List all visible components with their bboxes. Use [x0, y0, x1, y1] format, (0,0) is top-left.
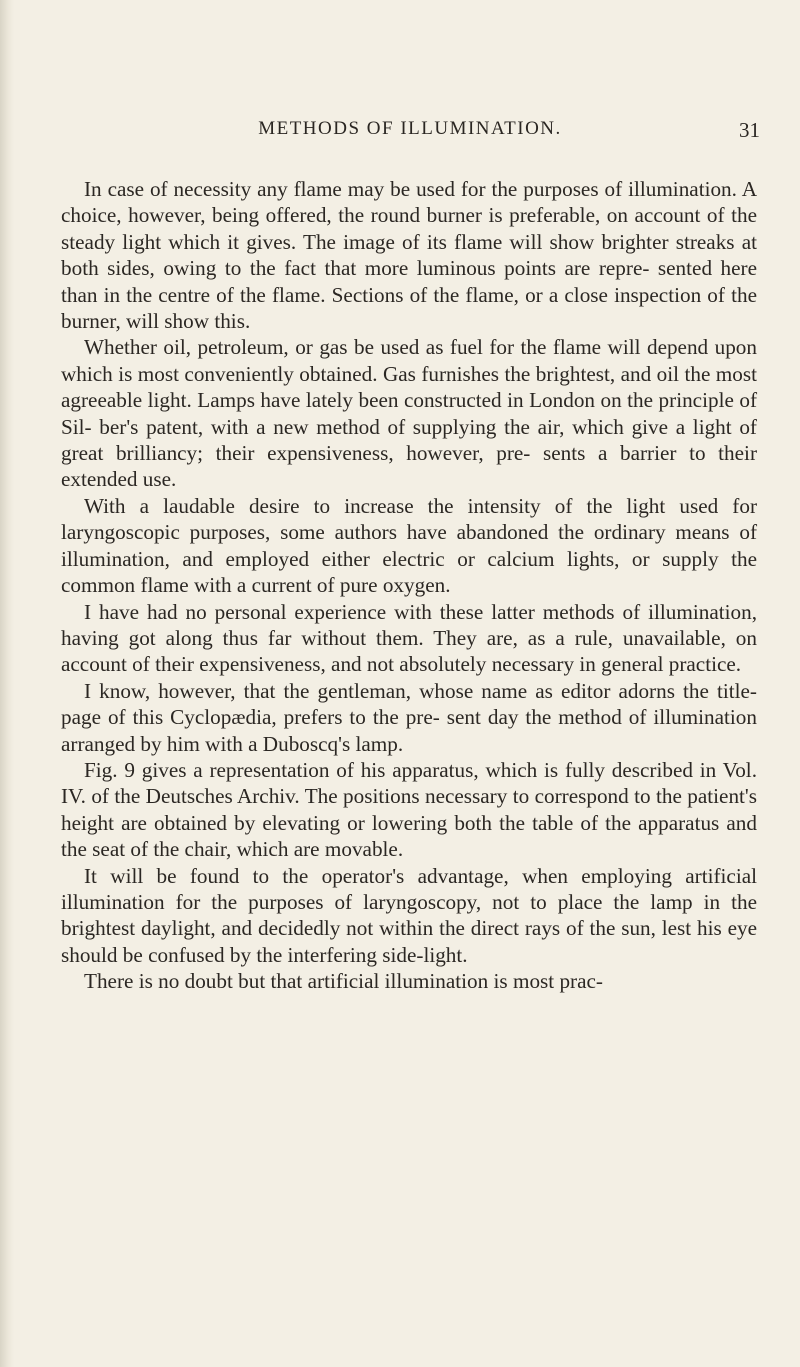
paragraph: With a laudable desire to increase the intensity of the light used for laryngoscopic purposes, some authors have abandoned the ordinary means of illumination, and employed either electric or calcium lights, or supply the common flame with a current of pure oxygen. — [61, 493, 757, 598]
running-title: METHODS OF ILLUMINATION. — [258, 118, 562, 139]
paragraph: Whether oil, petroleum, or gas be used as fuel for the flame will depend upon which is most conveniently obtained. Gas furnishes the brightest, and oil the most agreeable light. Lamps have lately been constructed in London on the principle of Sil- ber's patent, with a new method of supplying the air, which give a light of great brilliancy; their expensiveness, however, pre- sents a barrier to their extended use. — [61, 335, 757, 492]
page-number: 31 — [739, 118, 760, 142]
running-head — [60, 118, 760, 148]
paragraph: I know, however, that the gentleman, whose name as editor adorns the title-page of this Cyclopædia, prefers to the pre- sent day the method of illumination arranged by him with a Duboscq's lamp. — [61, 678, 757, 756]
paragraph: Fig. 9 gives a representation of his apparatus, which is fully described in Vol. IV. of the Deutsches Archiv. The positions necessary to correspond to the patient's height are obtained by elevating or lowering both the table of the apparatus and the seat of the chair, which are movable. — [61, 757, 757, 862]
binding-edge — [0, 0, 14, 1367]
body-text — [61, 176, 757, 995]
paragraph: In case of necessity any flame may be used for the purposes of illumination. A choice, however, being offered, the round burner is preferable, on account of the steady light which it gives. The image of its flame will show brighter streaks at both sides, owing to the fact that more luminous points are repre- sented here than in the centre of the flame. Sections of the flame, or a close inspection of the burner, will show this. — [61, 177, 757, 334]
paragraph: There is no doubt but that artificial illumination is most prac- — [84, 969, 603, 994]
paragraph: It will be found to the operator's advantage, when employing artificial illumination for the purposes of laryngoscopy, not to place the lamp in the brightest daylight, and decidedly not within the direct rays of the sun, lest his eye should be confused by the interfering side-light. — [61, 863, 757, 967]
paragraph: I have had no personal experience with these latter methods of illumination, having got along thus far without them. They are, as a rule, unavailable, on account of their expensiveness, and not absolutely necessary in general practice. — [61, 599, 757, 677]
